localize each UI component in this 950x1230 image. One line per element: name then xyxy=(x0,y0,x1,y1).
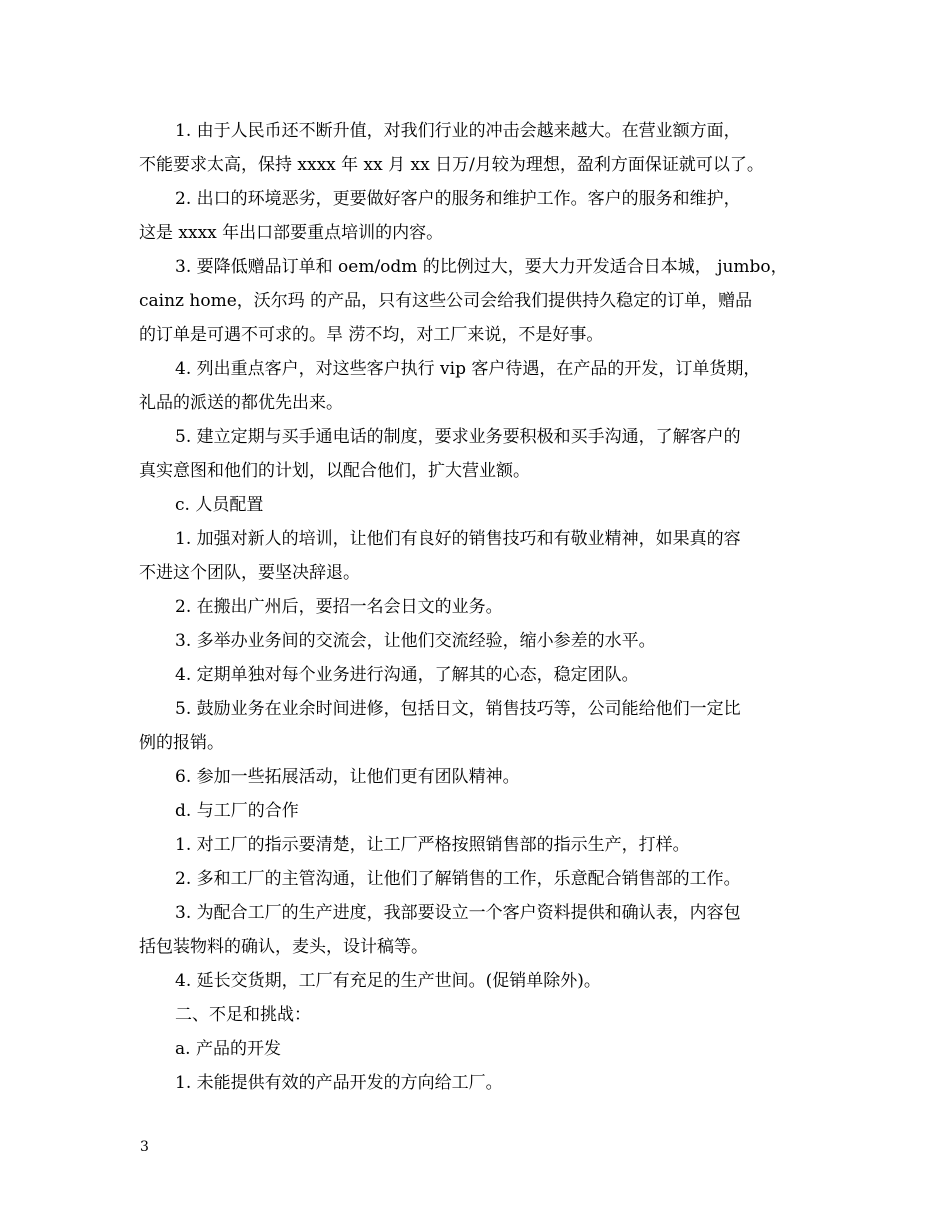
text-line: 不能要求太高，保持 xxxx 年 xx 月 xx 日万/月较为理想，盈利方面保证就可以了。 xyxy=(139,155,764,175)
page-number: 3 xyxy=(140,1139,149,1155)
text-line: 5. 建立定期与买手通电话的制度，要求业务要积极和买手沟通，了解客户的 xyxy=(175,427,741,447)
text-line: 1. 由于人民币还不断升值，对我们行业的冲击会越来越大。在营业额方面， xyxy=(175,121,741,141)
section-heading: a. 产品的开发 xyxy=(175,1039,281,1059)
text-line: 这是 xxxx 年出口部要重点培训的内容。 xyxy=(139,223,444,243)
text-line: 2. 在搬出广州后，要招一名会日文的业务。 xyxy=(175,597,503,617)
text-line: 的订单是可遇不可求的。旱 涝不均，对工厂来说，不是好事。 xyxy=(139,325,604,345)
text-line: 1. 加强对新人的培训，让他们有良好的销售技巧和有敬业精神，如果真的容 xyxy=(175,529,741,549)
section-heading: c. 人员配置 xyxy=(175,495,264,515)
section-heading: 二、不足和挑战： xyxy=(175,1005,311,1025)
text-line: 括包装物料的确认，麦头，设计稿等。 xyxy=(139,937,428,957)
text-line: 礼品的派送的都优先出来。 xyxy=(139,393,343,413)
text-line: 4. 定期单独对每个业务进行沟通，了解其的心态，稳定团队。 xyxy=(175,665,639,685)
text-line: 2. 多和工厂的主管沟通，让他们了解销售的工作，乐意配合销售部的工作。 xyxy=(175,869,741,889)
section-heading: d. 与工厂的合作 xyxy=(175,801,299,821)
text-line: cainz home，沃尔玛 的产品，只有这些公司会给我们提供持久稳定的订单，赠品 xyxy=(139,291,753,311)
text-line: 3. 为配合工厂的生产进度，我部要设立一个客户资料提供和确认表，内容包 xyxy=(175,903,741,923)
text-line: 1. 对工厂的指示要清楚，让工厂严格按照销售部的指示生产，打样。 xyxy=(175,835,690,855)
text-line: 3. 多举办业务间的交流会，让他们交流经验，缩小参差的水平。 xyxy=(175,631,656,651)
body-text xyxy=(139,114,819,1100)
document-body xyxy=(139,114,819,1100)
text-line: 3. 要降低赠品订单和 oem/odm 的比例过大，要大力开发适合日本城， jumbo， xyxy=(175,257,788,277)
text-line: 例的报销。 xyxy=(139,733,224,753)
text-line: 不进这个团队，要坚决辞退。 xyxy=(139,563,360,583)
text-line: 2. 出口的环境恶劣，更要做好客户的服务和维护工作。客户的服务和维护， xyxy=(175,189,741,209)
text-line: 6. 参加一些拓展活动，让他们更有团队精神。 xyxy=(175,767,520,787)
text-line: 4. 列出重点客户，对这些客户执行 vip 客户待遇，在产品的开发，订单货期， xyxy=(175,359,761,379)
text-line: 4. 延长交货期，工厂有充足的生产世间。(促销单除外)。 xyxy=(175,971,601,991)
text-line: 真实意图和他们的计划，以配合他们，扩大营业额。 xyxy=(139,461,530,481)
text-line: 1. 未能提供有效的产品开发的方向给工厂。 xyxy=(175,1073,503,1093)
text-line: 5. 鼓励业务在业余时间进修，包括日文，销售技巧等，公司能给他们一定比 xyxy=(175,699,741,719)
